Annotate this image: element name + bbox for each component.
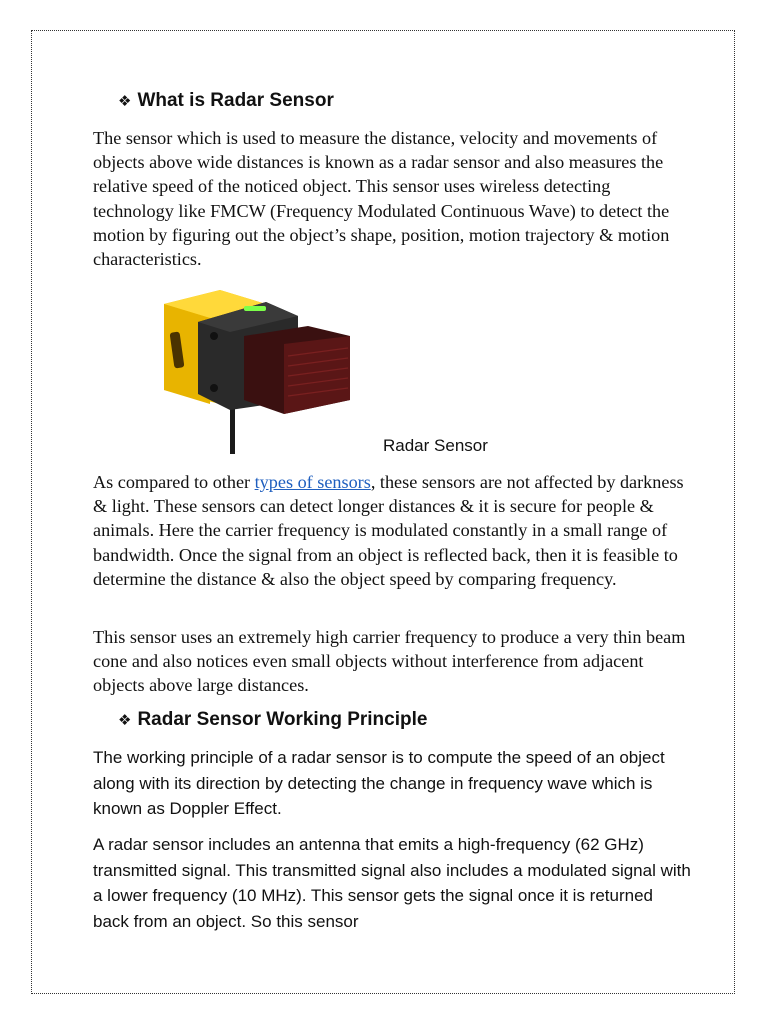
intro-paragraph: The sensor which is used to measure the distance, velocity and movements of objects above wide distances is known as a radar sensor and also measures the relative speed of the noticed object. This sensor uses wireless detecting technology like FMCW (Frequency Modulated Continuous Wave) to detect the motion by figuring out the object’s shape, position, motion trajectory & motion characteristics.: [93, 128, 670, 270]
para2-after: , these sensors are not affected by darkness & light. These sensors can detect longer distances & it is secure for people & animals. Here the carrier frequency is modulated constantly in a small range of bandwidth. Once the signal from an object is reflected back, then it is feasible to determine the distance & also the object speed by comparing frequency.: [93, 472, 684, 589]
heading-text: Radar Sensor Working Principle: [137, 709, 428, 730]
diamond-bullet-icon: ❖: [118, 711, 132, 729]
radar-sensor-image: [158, 282, 358, 454]
heading-working-principle: [118, 709, 427, 731]
figure-caption: Radar Sensor: [383, 436, 488, 455]
frequency-paragraph: This sensor uses an extremely high carrier frequency to produce a very thin beam cone and also notices even small objects without interference from adjacent objects above large distances.: [93, 627, 686, 696]
comparison-paragraph: [93, 470, 693, 591]
diamond-bullet-icon: ❖: [118, 92, 132, 110]
antenna-paragraph: A radar sensor includes an antenna that emits a high-frequency (62 GHz) transmitted signal. This transmitted signal also includes a modulated signal with a lower frequency (10 MHz). This sensor gets the signal once it is returned back from an object. So this sensor: [93, 835, 691, 931]
working-principle-paragraph: The working principle of a radar sensor is to compute the speed of an object along with its direction by detecting the change in frequency wave which is known as Doppler Effect.: [93, 748, 665, 818]
heading-what-is-radar-sensor: [118, 90, 334, 112]
heading-text: What is Radar Sensor: [137, 90, 334, 111]
types-of-sensors-link[interactable]: types of sensors: [254, 472, 371, 492]
para2-before: As compared to other: [93, 472, 255, 492]
